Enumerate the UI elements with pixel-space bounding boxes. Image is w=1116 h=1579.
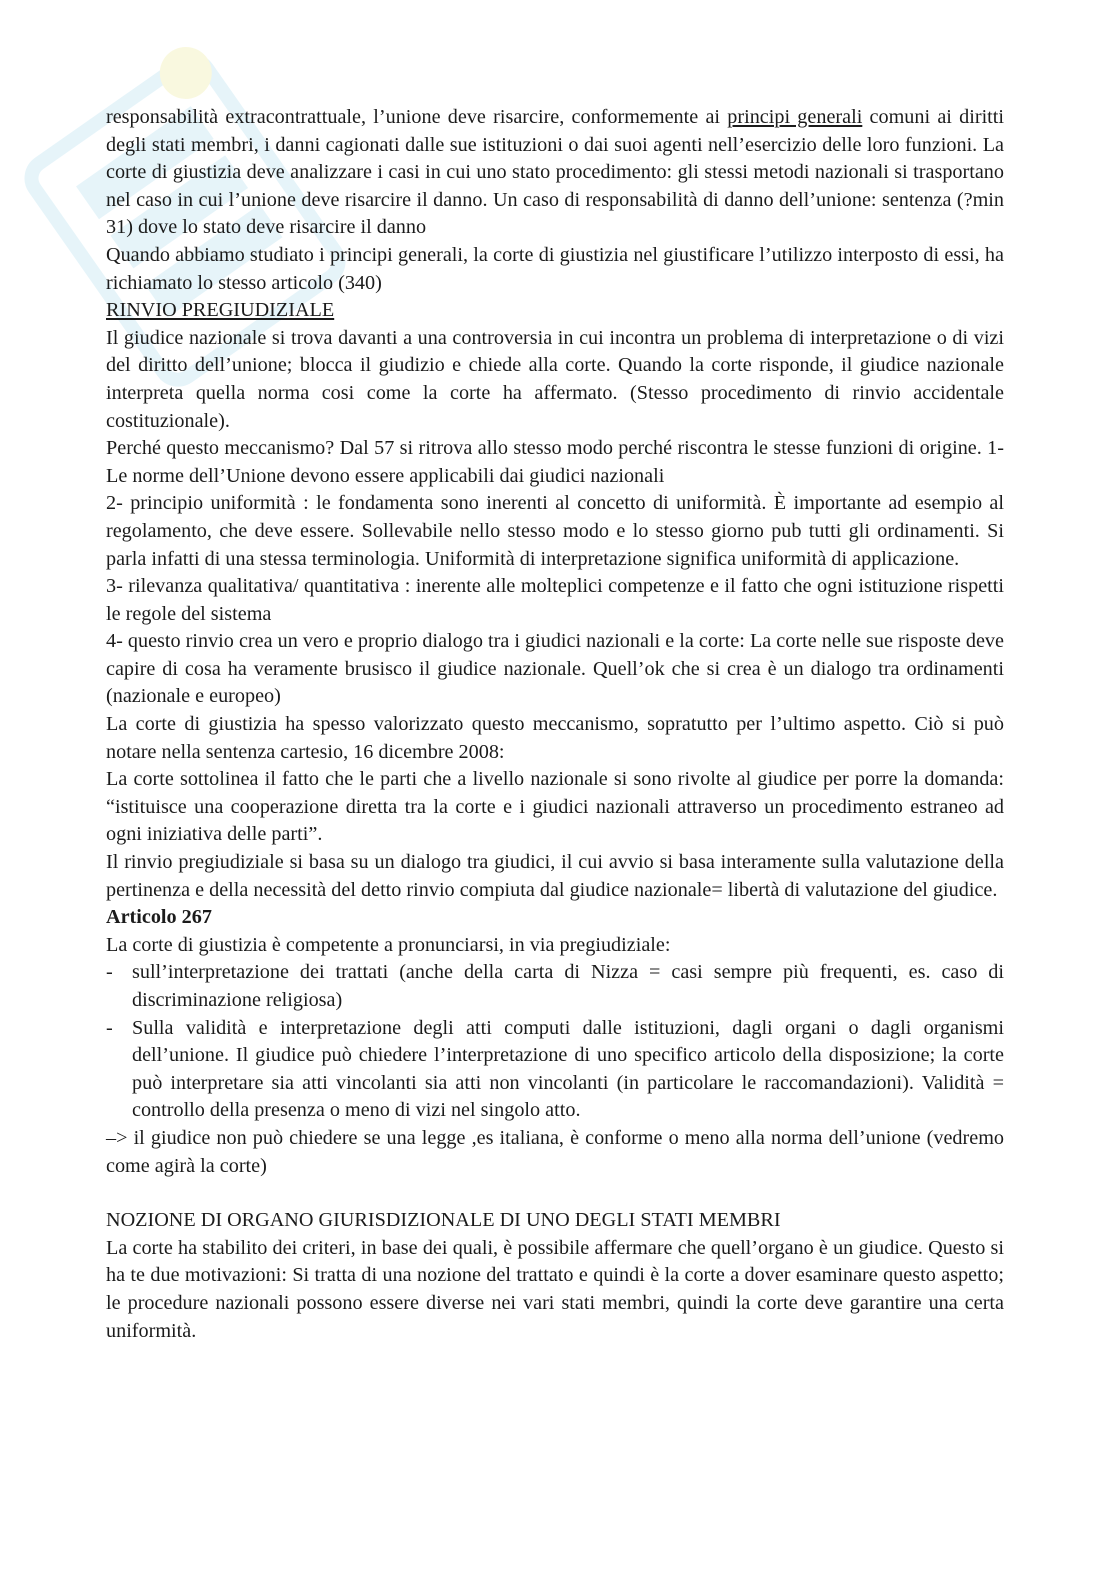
paragraph: La corte di giustizia è competente a pronunciarsi, in via pregiudiziale: — [106, 933, 671, 956]
paragraph: La corte ha stabilito dei criteri, in base dei quali, è possibile affermare che quell’organo è un giudice. Questo si ha te due motivazioni: Si tratta di una nozione del trattato e quindi è la corte a dover esaminare questo aspetto; le procedure nazionali possono essere diverse nei vari stati membri, quindi la corte deve garantire una certa uniformità. — [106, 1236, 1004, 1342]
paragraph: Il giudice nazionale si trova davanti a una controversia in cui incontra un problema di interpretazione o di vizi del diritto dell’unione; blocca il giudizio e chiede alla corte. Quando la corte risponde, il giudice nazionale interpreta quella norma cosi come la corte ha affermato. (Stesso procedimento di rinvio accidentale costituzionale). — [106, 326, 1004, 432]
section-heading-articolo: Articolo 267 — [106, 906, 212, 929]
paragraph: 2- principio uniformità : le fondamenta sono inerenti al concetto di uniformità. È importante ad esempio al regolamento, che deve essere. Sollevabile nello stesso modo e lo stesso giorno pub tutti gli ordinamenti. Si parla infatti di una stessa terminologia. Uniformità di interpretazione significa uniformità di applicazione. — [106, 492, 1004, 570]
list-item: - Sulla validità e interpretazione degli atti computi dalle istituzioni, dagli organi o dagli organismi dell’unione. Il giudice può chiedere l’interpretazione di uno specifico articolo della disposizione; la corte può interpretare sia atti vincolanti sia atti non vincolanti (in particolare le raccomandazioni). Validità = controllo della presenza o meno di vizi nel singolo atto. — [106, 1016, 1004, 1122]
paragraph: responsabilità extracontrattuale, l’unione deve risarcire, conformemente ai principi generali comuni ai diritti degli stati membri, i danni cagionati dalle sue istituzioni o dai suoi agenti nell’esercizio delle loro funzioni. La corte di giustizia deve analizzare i casi in cui uno stato procedimento: gli stessi metodi nazionali si trasportano nel caso in cui l’unione deve risarcire il danno. Un caso di responsabilità di danno dell’unione: sentenza (?min 31) dove lo stato deve risarcire il danno — [106, 106, 1005, 239]
paragraph: Quando abbiamo studiato i principi generali, la corte di giustizia nel giustificare l’utilizzo interposto di essi, ha richiamato lo stesso articolo (340) — [106, 243, 1004, 294]
section-heading-rinvio: RINVIO PREGIUDIZIALE — [106, 299, 335, 322]
bullet-list — [106, 959, 1004, 1125]
paragraph: 4- questo rinvio crea un vero e proprio dialogo tra i giudici nazionali e la corte: La corte nelle sue risposte deve capire di cosa ha veramente brusisco il giudice nazionale. Quell’ok che si crea è un dialogo tra ordinamenti (nazionale e europeo) — [106, 630, 1004, 708]
list-item: - sull’interpretazione dei trattati (anche della carta di Nizza = casi sempre più frequenti, es. caso di discriminazione religiosa) — [106, 961, 1004, 1011]
paragraph: Perché questo meccanismo? Dal 57 si ritrova allo stesso modo perché riscontra le stesse funzioni di origine. 1- Le norme dell’Unione devono essere applicabili dai giudici nazionali — [106, 437, 1004, 487]
dash-bullet: - — [106, 1016, 113, 1039]
document-page — [106, 104, 1004, 1345]
paragraph: 3- rilevanza qualitativa/ quantitativa : inerente alle molteplici competenze e il fatto che ogni istituzione rispetti le regole del sistema — [106, 575, 1004, 625]
arrow-note: –> il giudice non può chiedere se una legge ,es italiana, è conforme o meno alla norma dell’unione (vedremo come agirà la corte) — [106, 1126, 1004, 1177]
paragraph: La corte sottolinea il fatto che le parti che a livello nazionale si sono rivolte al giudice per porre la domanda: “istituisce una cooperazione diretta tra la corte e i giudici nazionali attraverso un procedimento estraneo ad ogni iniziativa delle parti”. — [106, 768, 1004, 846]
underlined-term: principi generali — [727, 106, 863, 128]
paragraph: Il rinvio pregiudiziale si basa su un dialogo tra giudici, il cui avvio si basa interamente sulla valutazione della pertinenza e della necessità del detto rinvio compiuta dal giudice nazionale= libertà di valutazione del giudice. — [106, 851, 1004, 901]
dash-bullet: - — [106, 961, 113, 984]
paragraph: La corte di giustizia ha spesso valorizzato questo meccanismo, sopratutto per l’ultimo aspetto. Ciò si può notare nella sentenza cartesio, 16 dicembre 2008: — [106, 713, 1004, 763]
section-heading-nozione: NOZIONE DI ORGANO GIURISDIZIONALE DI UNO DEGLI STATI MEMBRI — [106, 1209, 781, 1232]
